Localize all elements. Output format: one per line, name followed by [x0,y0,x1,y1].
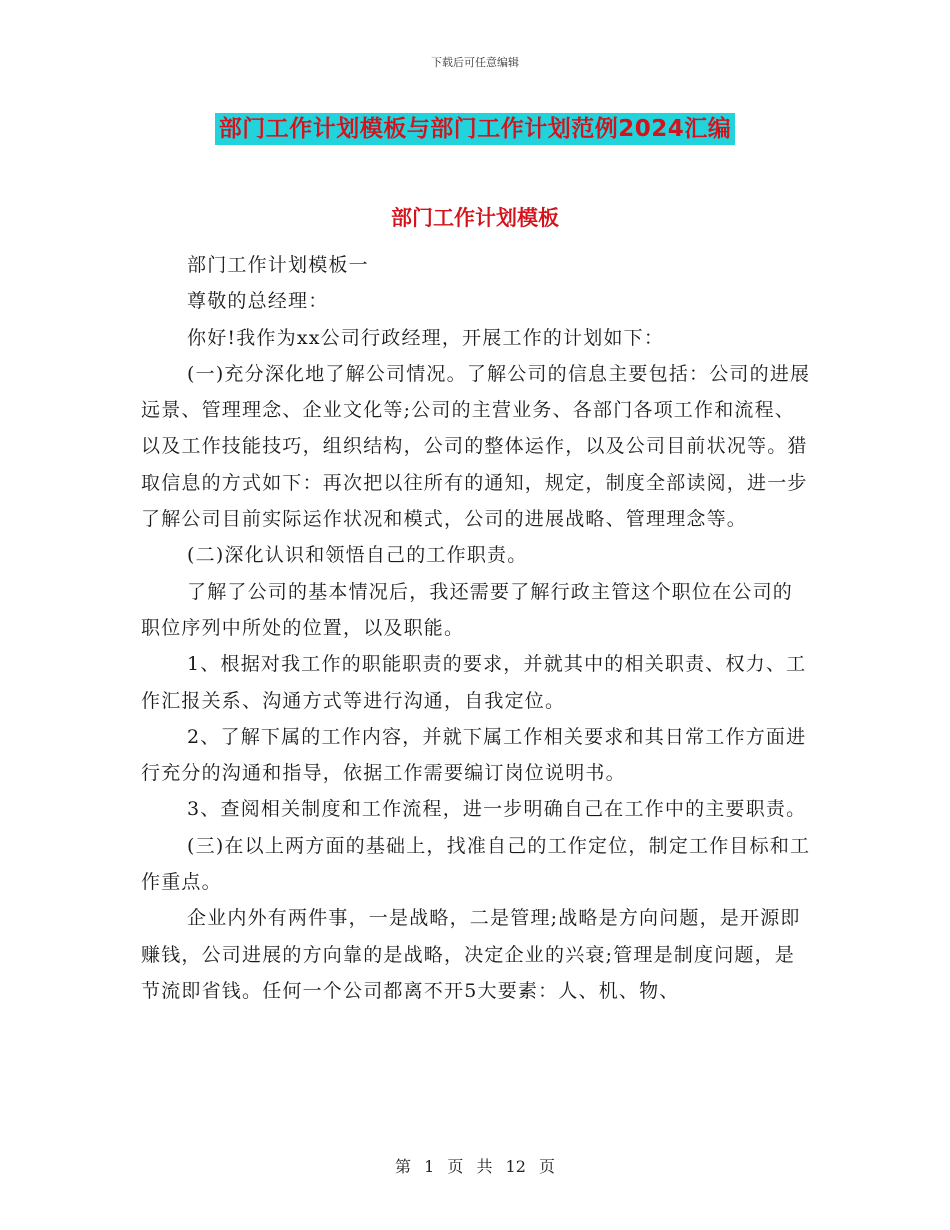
paragraph: 1、根据对我工作的职能职责的要求，并就其中的相关职责、权力、工作汇报关系、沟通方式等进行沟通，自我定位。 [141,653,807,712]
paragraph: 部门工作计划模板一 [187,254,369,276]
header-note: 下载后可任意编辑 [431,56,519,69]
paragraph: 3、查阅相关制度和工作流程，进一步明确自己在工作中的主要职责。 [187,798,807,821]
document-title: 部门工作计划模板与部门工作计划范例2024汇编 [215,113,736,145]
paragraph: 企业内外有两件事，一是战略，二是管理;战略是方向问题，是开源即赚钱，公司进展的方向靠的是战略，决定企业的兴衰;管理是制度问题，是节流即省钱。任何一个公司都离不开5大要素：人、机、物、 [141,907,801,1002]
document-title-container [0,113,950,145]
paragraph: 你好!我作为xx公司行政经理，开展工作的计划如下： [187,326,665,349]
page-footer: 第 1 页 共 12 页 [395,1157,555,1176]
paragraph: (一)充分深化地了解公司情况。了解公司的信息主要包括：公司的进展远景、管理理念、企业文化等;公司的主营业务、各部门各项工作和流程、以及工作技能技巧，组织结构，公司的整体运作，以及公司目前状况等。猎取信息的方式如下：再次把以往所有的通知，规定，制度全部读阅，进一步了解公司目前实际运作状况和模式，公司的进展战略、管理理念等。 [141,362,811,531]
document-body [141,247,813,1009]
paragraph: 了解了公司的基本情况后，我还需要了解行政主管这个职位在公司的职位序列中所处的位置，以及职能。 [141,580,794,639]
paragraph: (三)在以上两方面的基础上，找准自己的工作定位，制定工作目标和工作重点。 [141,834,811,894]
paragraph: 2、了解下属的工作内容，并就下属工作相关要求和其日常工作方面进行充分的沟通和指导，依据工作需要编订岗位说明书。 [141,725,807,785]
paragraph: 尊敬的总经理： [187,290,329,313]
paragraph: (二)深化认识和领悟自己的工作职责。 [187,544,528,567]
section-title: 部门工作计划模板 [391,206,559,230]
